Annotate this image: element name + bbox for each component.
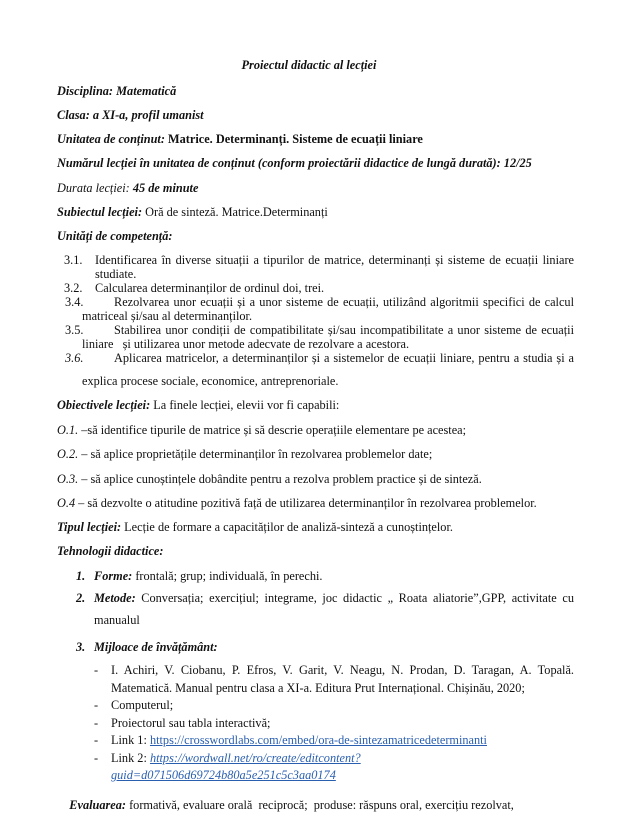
page-title: Proiectul didactic al lecției bbox=[241, 58, 377, 72]
competenta-item-text: Calcularea determinanților de ordinul doi, trei. bbox=[95, 281, 325, 295]
mijloace-item: Computerul; bbox=[111, 698, 174, 712]
forme-item bbox=[94, 569, 574, 583]
link2-url[interactable]: https://wordwall.net/ro/create/editcontent? bbox=[149, 751, 361, 765]
obiectiv-code: O.2. bbox=[57, 447, 79, 461]
metode-label: Metode: bbox=[94, 591, 136, 605]
unitatea-value: Matrice. Determinanți. Sisteme de ecuații liniare bbox=[164, 132, 423, 146]
bullet-dash: - bbox=[94, 663, 99, 677]
obiectiv-item bbox=[57, 447, 574, 461]
evaluarea-field bbox=[57, 784, 574, 826]
obiectiv-text: –să identifice tipurile de matrice și să descrie operațiile elementare pe acestea; bbox=[78, 423, 467, 437]
link1-url[interactable]: https://crosswordlabs.com/embed/ora-de-sintezamatricedeterminanti bbox=[149, 733, 487, 747]
subiectul-field bbox=[57, 205, 574, 219]
obiectiv-code: O.3. bbox=[57, 472, 79, 486]
competenta-number: 3.6. bbox=[65, 351, 84, 365]
disciplina-value: Matematică bbox=[113, 84, 177, 98]
link1-item bbox=[111, 733, 574, 747]
obiective-label: Obiectivele lecției: bbox=[57, 398, 151, 412]
obiectiv-code: O.1. bbox=[57, 423, 79, 437]
link2-item bbox=[111, 751, 574, 765]
metode-value: Conversația; exercițiul; integrame, joc didactic „ Roata aliatorie”,GPP, activitate cu bbox=[135, 591, 574, 605]
list-number: 3. bbox=[76, 640, 86, 654]
obiectiv-item bbox=[57, 496, 574, 510]
tehnologii-heading: Tehnologii didactice: bbox=[57, 544, 164, 558]
link2-label: Link 2: bbox=[111, 751, 150, 765]
tipul-field bbox=[57, 520, 574, 534]
competenta-item-text: Rezolvarea unor ecuații și a unor sisteme de ecuații, utilizând algoritmii specifici de calcul bbox=[114, 295, 574, 309]
forme-label: Forme: bbox=[94, 569, 133, 583]
numarul-value: 12/25 bbox=[500, 156, 532, 170]
competenta-item-text: Identificarea în diverse situații a tipurilor de matrice, determinanți și sisteme de ecuații liniare bbox=[95, 253, 574, 267]
disciplina-field bbox=[57, 84, 574, 98]
mijloace-item-cont: Matematică. Manual pentru clasa a XI-a. Editura Prut Internațional. Chișinău, 2020; bbox=[111, 681, 525, 695]
mijloace-item: I. Achiri, V. Ciobanu, P. Efros, V. Garit, V. Neagu, N. Prodan, D. Taragan, A. Topală. bbox=[111, 663, 574, 677]
obiectiv-item bbox=[57, 472, 574, 486]
link1-label: Link 1: bbox=[111, 733, 150, 747]
subiectul-label: Subiectul lecției: bbox=[57, 205, 143, 219]
obiectiv-text: – să aplice proprietățile determinanților în rezolvarea problemelor date; bbox=[78, 447, 433, 461]
obiectiv-text: – să aplice cunoștințele dobândite pentru a rezolva problem practice și de sinteză. bbox=[78, 472, 482, 486]
competenta-number: 3.5. bbox=[65, 323, 84, 337]
competenta-item-text: Stabilirea unor condiții de compatibilitate și/sau incompatibilitate a unor sisteme de ecuații bbox=[114, 323, 574, 337]
evaluarea-label: Evaluarea: bbox=[69, 798, 126, 812]
competenta-item-text-cont: explica procese sociale, economice, antreprenoriale. bbox=[82, 374, 339, 388]
clasa-field bbox=[57, 108, 574, 122]
tipul-label: Tipul lecției: bbox=[57, 520, 122, 534]
obiectiv-item bbox=[57, 423, 574, 437]
competenta-item-text-cont: liniare și utilizarea unor metode adecvate de rezolvare a acestora. bbox=[82, 337, 410, 351]
bullet-dash: - bbox=[94, 698, 99, 712]
competenta-item-text-cont: matriceal și/sau al determinanților. bbox=[82, 309, 253, 323]
obiective-intro: La finele lecției, elevii vor fi capabili: bbox=[150, 398, 340, 412]
obiective-field bbox=[57, 398, 574, 412]
durata-value: 45 de minute bbox=[129, 181, 199, 195]
link2-item-cont bbox=[111, 768, 574, 782]
list-number: 1. bbox=[76, 569, 86, 583]
numarul-field bbox=[57, 156, 574, 170]
subiectul-value: Oră de sinteză. Matrice.Determinanți bbox=[142, 205, 328, 219]
tipul-value: Lecție de formare a capacităților de analiză-sinteză a cunoștințelor. bbox=[121, 520, 453, 534]
list-number: 2. bbox=[76, 591, 86, 605]
bullet-dash: - bbox=[94, 751, 99, 765]
competenta-number: 3.4. bbox=[65, 295, 84, 309]
competente-heading: Unități de competență: bbox=[57, 229, 173, 243]
obiectiv-code: O.4 bbox=[57, 496, 76, 510]
disciplina-label: Disciplina: bbox=[57, 84, 114, 98]
metode-value-cont: manualul bbox=[94, 613, 140, 627]
competenta-item-text-cont: studiate. bbox=[95, 267, 137, 281]
bullet-dash: - bbox=[94, 733, 99, 747]
link2-url-cont[interactable]: guid=d071506d69724b80a5e251c5c3aa0174 bbox=[111, 768, 336, 782]
mijloace-item: Proiectorul sau tabla interactivă; bbox=[111, 716, 271, 730]
unitatea-label: Unitatea de conținut: bbox=[57, 132, 165, 146]
evaluarea-value: formativă, evaluare orală reciprocă; produse: răspuns oral, exercițiu rezolvat, bbox=[126, 798, 514, 812]
metode-item bbox=[94, 591, 574, 605]
durata-field bbox=[57, 181, 574, 195]
durata-colon: : bbox=[125, 181, 130, 195]
competenta-number: 3.1. bbox=[64, 253, 83, 267]
durata-label: Durata lecției bbox=[57, 181, 126, 195]
mijloace-label: Mijloace de învățământ: bbox=[94, 640, 218, 654]
numarul-label: Numărul lecției în unitatea de conținut (conform proiectării didactice de lungă durată): bbox=[57, 156, 501, 170]
clasa-label: Clasa: bbox=[57, 108, 90, 122]
forme-value: frontală; grup; individuală, în perechi. bbox=[132, 569, 323, 583]
bullet-dash: - bbox=[94, 716, 99, 730]
unitatea-field bbox=[57, 132, 574, 146]
competenta-number: 3.2. bbox=[64, 281, 83, 295]
competenta-item-text: Aplicarea matricelor, a determinanților și a sistemelor de ecuații liniare, pentru a studia și a bbox=[114, 351, 574, 365]
obiectiv-text: – să dezvolte o atitudine pozitivă față de utilizarea determinanților în rezolvarea problemelor. bbox=[75, 496, 537, 510]
clasa-value: a XI-a, profil umanist bbox=[89, 108, 204, 122]
